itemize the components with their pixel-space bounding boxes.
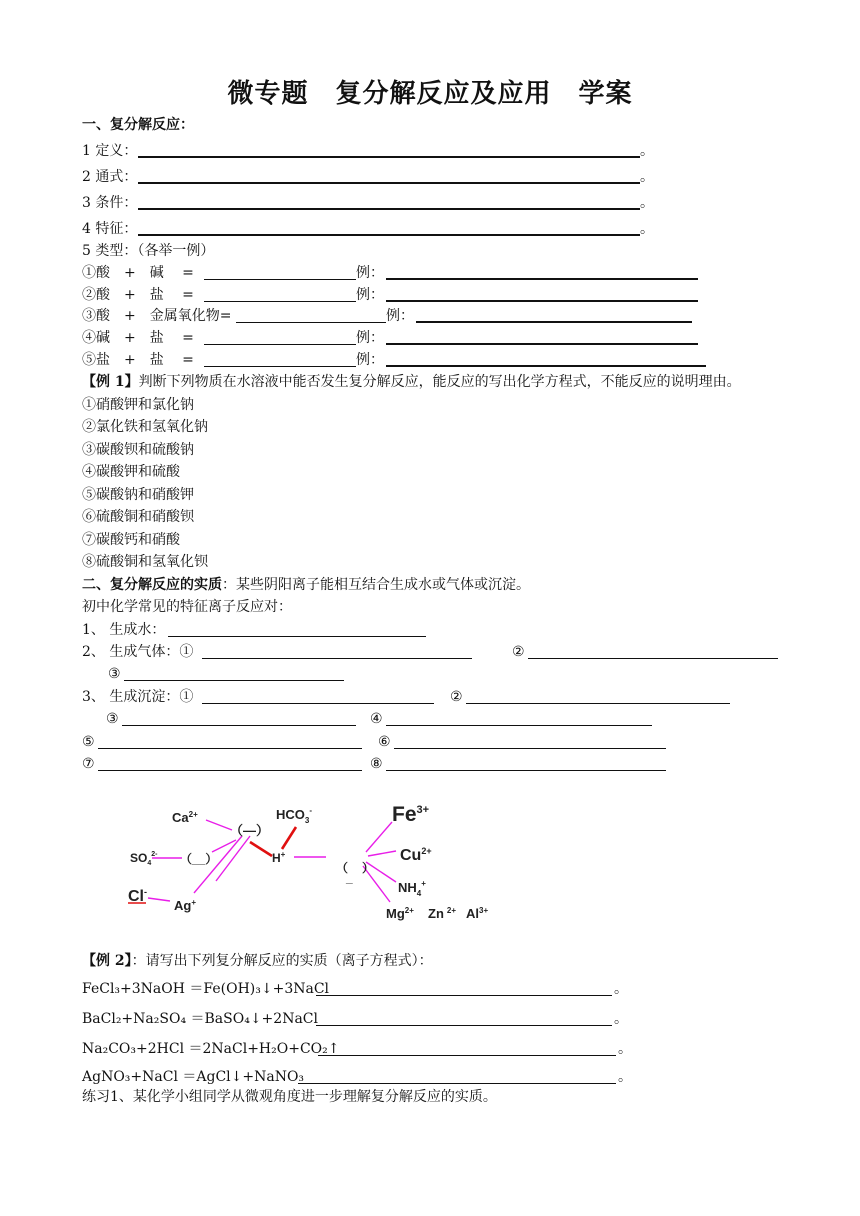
example1-label: 【例 1】 — [82, 374, 139, 390]
connector-line — [366, 822, 392, 852]
precip-label-6: ⑥ — [378, 734, 391, 750]
example1-heading — [82, 373, 741, 391]
type-blank[interactable] — [204, 344, 356, 345]
precip-blank-3[interactable] — [122, 725, 356, 726]
section2-text: ：某些阴阳离子能相互结合生成水或气体或沉淀。 — [222, 577, 530, 593]
type-blank[interactable] — [236, 322, 386, 323]
ionic-equation-blank-2[interactable] — [316, 1025, 612, 1026]
ion-mg: $Mg^{2+}$ — [386, 906, 414, 921]
precip-blank-4[interactable] — [386, 725, 652, 726]
precip-blank-1[interactable] — [202, 703, 434, 704]
example2-text: ：请写出下列复分解反应的实质（离子方程式）： — [131, 953, 433, 969]
type-row-label: ⑤盐 + 盐 = — [82, 352, 194, 368]
section2-sub: 初中化学常见的特征离子反应对： — [82, 599, 292, 615]
period: 。 — [640, 221, 654, 237]
precip-blank-5[interactable] — [98, 748, 362, 749]
equation-4: AgNO₃+NaCl ＝AgCl↓+NaNO₃ — [82, 1069, 305, 1085]
ion-cu: $Cu^{2+}$ — [400, 846, 432, 864]
ion-cl: Cl- — [128, 887, 147, 905]
connector-line — [206, 820, 232, 830]
precip-label-7: ⑦ — [82, 756, 95, 772]
period: 。 — [614, 981, 628, 997]
water-label: 1、 生成水： — [82, 622, 166, 638]
type-example-blank[interactable] — [386, 278, 698, 280]
precip-blank-2[interactable] — [466, 703, 730, 704]
ionic-equation-blank-3[interactable] — [318, 1055, 616, 1056]
example-label: 例： — [356, 330, 384, 346]
precip-blank-6[interactable] — [394, 748, 666, 749]
list-item: ⑦碳酸钙和硝酸 — [82, 532, 180, 548]
equation-2: BaCl₂+Na₂SO₄ ＝BaSO₄↓+2NaCl — [82, 1011, 318, 1027]
section1-heading: 一、复分解反应： — [82, 117, 194, 133]
type-row-label: ④碱 + 盐 = — [82, 330, 194, 346]
period: 。 — [618, 1069, 632, 1085]
type-blank[interactable] — [204, 366, 356, 367]
precip-label-8: ⑧ — [370, 756, 383, 772]
list-item: ⑤碳酸钠和硝酸钾 — [82, 487, 194, 503]
blank-bracket-3-line: _ — [346, 871, 353, 885]
ion-fe: $Fe^{3+}$ — [392, 803, 430, 826]
period: 。 — [640, 143, 654, 159]
precip-label: 3、 生成沉淀：① — [82, 689, 194, 705]
type-blank[interactable] — [204, 279, 356, 280]
ion-hco3: $HCO_3^-$ — [276, 806, 313, 825]
equation-3: Na₂CO₃+2HCl ＝2NaCl+H₂O+CO₂↑ — [82, 1041, 340, 1057]
feature-label: 4 特征： — [82, 221, 138, 237]
type-blank[interactable] — [204, 301, 356, 302]
ion-h: H+ — [272, 850, 286, 865]
precip-label-4: ④ — [370, 711, 383, 727]
type-example-blank[interactable] — [386, 343, 698, 345]
red-bond-line — [282, 827, 296, 849]
ionic-equation-blank-1[interactable] — [316, 995, 612, 996]
type-row-label: ③酸 + 金属氧化物= — [82, 308, 232, 324]
equation-1: FeCl₃+3NaOH ＝Fe(OH)₃↓+3NaCl — [82, 981, 330, 997]
ion-so4: $SO_4^{2-}$ — [130, 851, 158, 867]
type-row-label: ①酸 + 碱 = — [82, 265, 194, 281]
ion-ag: Ag+ — [174, 898, 197, 913]
definition-blank[interactable] — [138, 156, 640, 158]
list-item: ④碳酸钾和硫酸 — [82, 464, 180, 480]
period: 。 — [618, 1041, 632, 1057]
connector-line — [363, 866, 390, 902]
list-item: ⑧硫酸铜和氢氧化钡 — [82, 554, 208, 570]
ion-nh4: $NH_4^+$ — [398, 879, 426, 898]
ionic-equation-blank-4[interactable] — [298, 1083, 616, 1084]
condition-label: 3 条件： — [82, 195, 138, 211]
formula-blank[interactable] — [138, 182, 640, 184]
gas-label: 2、 生成气体：① — [82, 644, 194, 660]
ion-ca: $Ca^{2+}$ — [172, 810, 198, 825]
blank-bracket-3-open: （ — [336, 861, 349, 875]
connector-line — [148, 898, 170, 901]
red-bond-line — [250, 842, 272, 856]
blank-bracket-3-close: ） — [362, 861, 375, 875]
section2-heading — [82, 576, 530, 594]
connector-line — [194, 836, 242, 893]
ion-zn: Zn $^{2+}$ — [428, 906, 457, 921]
list-item: ⑥硫酸铜和硝酸钡 — [82, 509, 194, 525]
precip-blank-8[interactable] — [386, 770, 666, 771]
types-heading: 5 类型：（各举一例） — [82, 243, 215, 259]
example-label: 例： — [386, 308, 414, 324]
connector-line — [366, 862, 396, 882]
gas-label-3: ③ — [108, 666, 121, 682]
gas-blank-3[interactable] — [124, 680, 344, 681]
blank-bracket-1: （—） — [230, 823, 270, 838]
precip-label-5: ⑤ — [82, 734, 95, 750]
gas-label-2: ② — [512, 644, 525, 660]
period: 。 — [640, 169, 654, 185]
example2-heading — [82, 952, 433, 970]
list-item: ①硝酸钾和氯化钠 — [82, 397, 194, 413]
section2-title: 二、复分解反应的实质 — [82, 577, 222, 593]
example-label: 例： — [356, 287, 384, 303]
feature-blank[interactable] — [138, 234, 640, 236]
type-example-blank[interactable] — [386, 300, 698, 302]
precip-label-3: ③ — [106, 711, 119, 727]
definition-label: 1 定义： — [82, 143, 138, 159]
type-example-blank[interactable] — [386, 365, 706, 367]
example-label: 例： — [356, 265, 384, 281]
gas-blank-1[interactable] — [202, 658, 472, 659]
condition-blank[interactable] — [138, 208, 640, 210]
type-example-blank[interactable] — [416, 321, 692, 323]
formula-label: 2 通式： — [82, 169, 138, 185]
list-item: ③碳酸钡和硫酸钠 — [82, 442, 194, 458]
ion-al: $Al^{3+}$ — [466, 906, 489, 921]
practice-1: 练习1、某化学小组同学从微观角度进一步理解复分解反应的实质。 — [82, 1089, 497, 1105]
example-label: 例： — [356, 352, 384, 368]
example2-label: 【例 2】 — [82, 953, 132, 969]
period: 。 — [614, 1011, 628, 1027]
precip-label-2: ② — [450, 689, 463, 705]
precip-blank-7[interactable] — [98, 770, 362, 771]
blank-bracket-2: （__） — [180, 852, 218, 866]
list-item: ②氯化铁和氢氧化钠 — [82, 419, 208, 435]
connector-line — [216, 836, 250, 881]
connector-line — [368, 851, 396, 856]
example1-text: 判断下列物质在水溶液中能否发生复分解反应，能反应的写出化学方程式，不能反应的说明理由。 — [138, 374, 741, 390]
period: 。 — [640, 195, 654, 211]
type-row-label: ②酸 + 盐 = — [82, 287, 194, 303]
gas-blank-2[interactable] — [528, 658, 778, 659]
page-title: 微专题 复分解反应及应用 学案 — [227, 79, 633, 109]
water-blank[interactable] — [168, 636, 426, 637]
connector-line — [212, 840, 236, 852]
